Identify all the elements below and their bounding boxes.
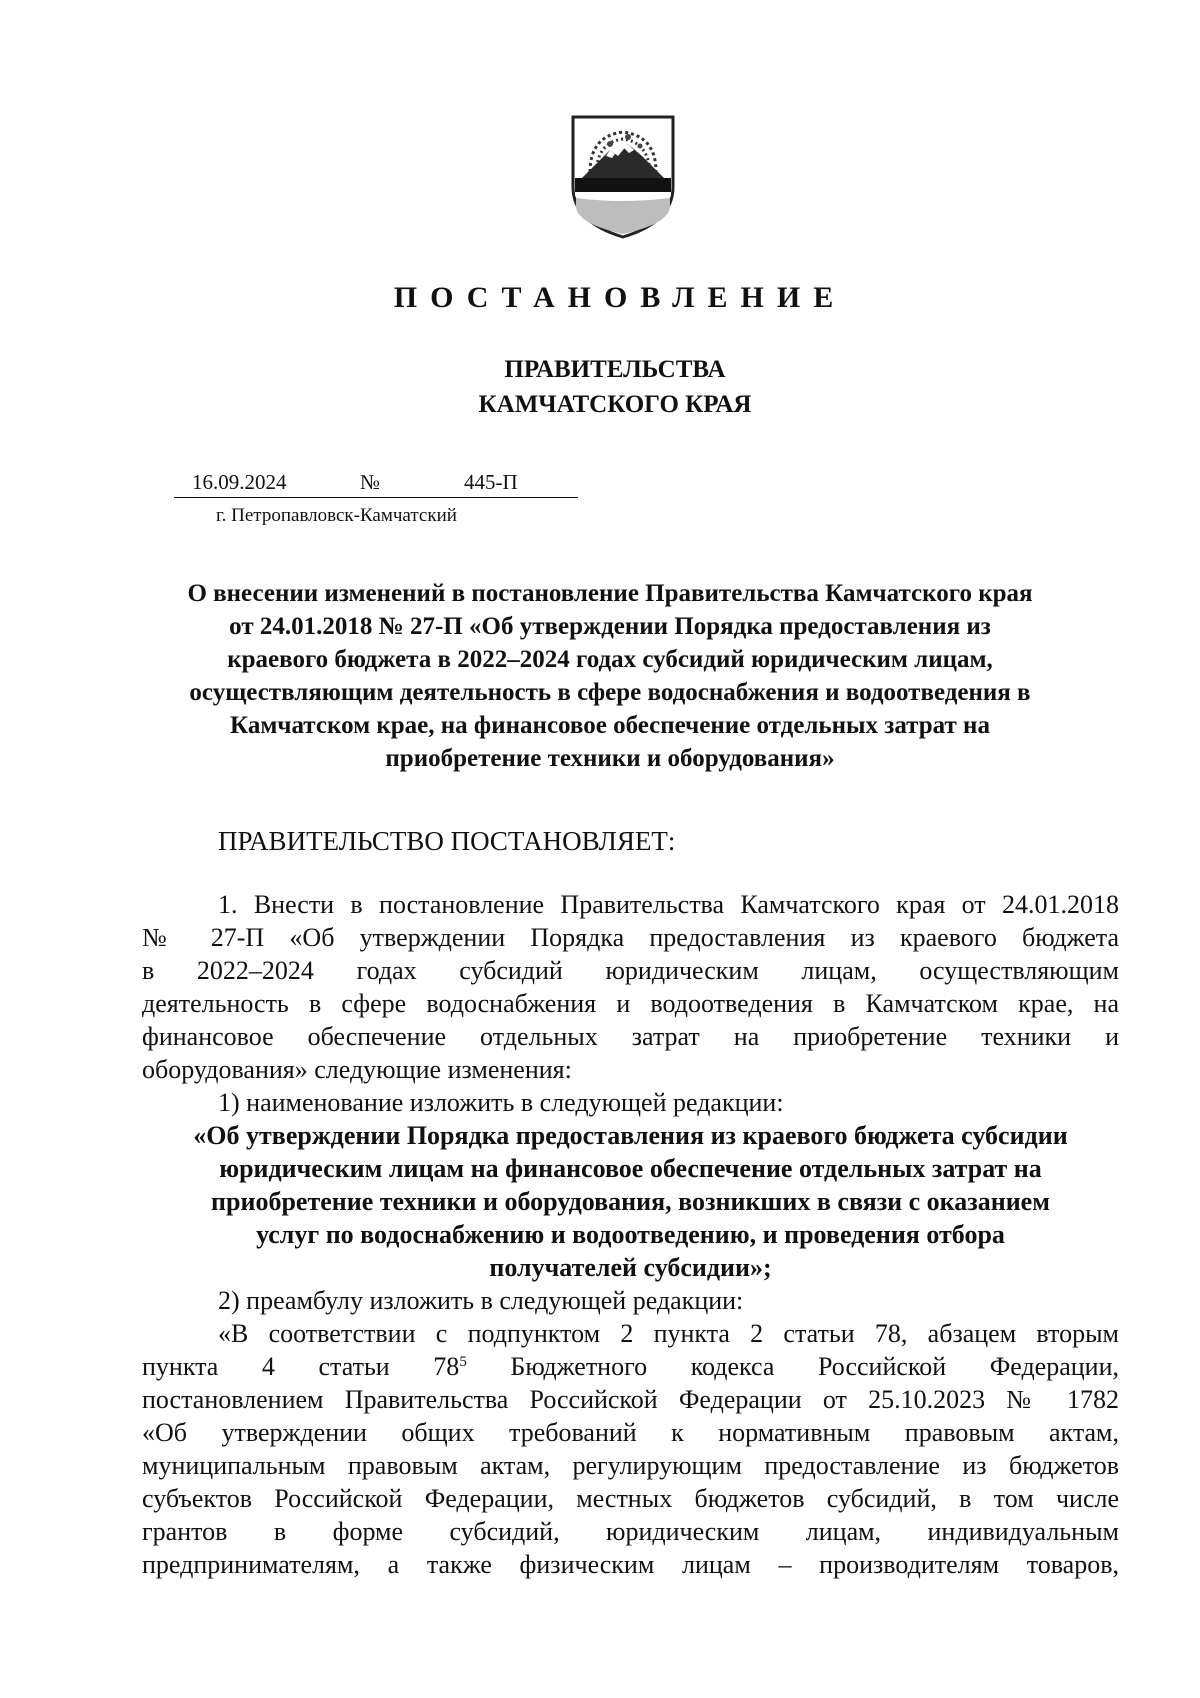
new-title-line: юридическим лицам на финансовое обеспечение отдельных затрат на <box>219 1154 1042 1183</box>
subitem-2: 2) преамбулу изложить в следующей редакции: <box>218 1286 744 1315</box>
preamble-line: «Об утверждении общих требований к нормативным правовым актам, <box>142 1418 1119 1447</box>
preamble-text: пункта 4 статьи 78 <box>142 1352 460 1381</box>
new-title-line: услуг по водоснабжению и водоотведению, и проведения отбора <box>256 1220 1005 1249</box>
number-sign: № <box>360 470 381 494</box>
subject-line: Камчатском крае, на финансовое обеспечение отдельных затрат на <box>230 712 990 739</box>
issuer-heading <box>0 352 1200 422</box>
new-title-line: «Об утверждении Порядка предоставления из краевого бюджета субсидии <box>193 1121 1068 1150</box>
preamble-line: муниципальным правовым актам, регулирующим предоставление из бюджетов <box>142 1451 1119 1480</box>
preamble-text: Бюджетного кодекса Российской Федерации, <box>466 1352 1119 1381</box>
item1-line: оборудования» следующие изменения: <box>142 1055 572 1084</box>
document-type-title: ПОСТАНОВЛЕНИЕ <box>393 281 847 314</box>
subject-line: краевого бюджета в 2022–2024 годах субсидий юридическим лицам, <box>227 646 993 673</box>
subject-line: О внесении изменений в постановление Правительства Камчатского края <box>187 580 1033 607</box>
item1-line: в 2022–2024 годах субсидий юридическим лицам, осуществляющим <box>142 956 1119 985</box>
item1-line: № 27-П «Об утверждении Порядка предоставления из краевого бюджета <box>142 923 1119 952</box>
item1-line: финансовое обеспечение отдельных затрат на приобретение техники и <box>142 1022 1119 1051</box>
subject-line: приобретение техники и оборудования» <box>385 745 835 772</box>
item1-line: 1. Внести в постановление Правительства Камчатского края от 24.01.2018 <box>218 890 1119 919</box>
document-number: 445-П <box>464 470 518 494</box>
subject-line: от 24.01.2018 № 27-П «Об утверждении Порядка предоставления из <box>229 613 991 640</box>
preamble-line: постановлением Правительства Российской Федерации от 25.10.2023 № 1782 <box>142 1385 1119 1414</box>
new-title-line: получателей субсидии»; <box>489 1253 772 1282</box>
item1-line: деятельность в сфере водоснабжения и водоотведения в Камчатском крае, на <box>142 989 1119 1018</box>
coat-of-arms-icon <box>568 112 678 242</box>
underline <box>174 497 578 498</box>
issuer-line: ПРАВИТЕЛЬСТВА <box>504 356 726 383</box>
new-title-line: приобретение техники и оборудования, возникших в связи с оказанием <box>211 1187 1050 1216</box>
document-date: 16.09.2024 <box>192 470 287 494</box>
date-number-line <box>174 468 578 500</box>
superscript: 5 <box>459 1354 467 1370</box>
subitem-1: 1) наименование изложить в следующей редакции: <box>218 1088 784 1117</box>
preamble-line: предпринимателям, а также физическим лицам – производителям товаров, <box>142 1550 1119 1579</box>
issuer-line: КАМЧАТСКОГО КРАЯ <box>478 391 752 418</box>
document-body <box>142 888 1119 1581</box>
subject-line: осуществляющим деятельность в сфере водоснабжения и водоотведения в <box>189 679 1031 706</box>
preamble-line: «В соответствии с подпунктом 2 пункта 2 статьи 78, абзацем вторым <box>218 1319 1119 1348</box>
preamble-line <box>142 1350 1119 1383</box>
document-subject <box>130 577 1090 775</box>
preamble-line: грантов в форме субсидий, юридическим лицам, индивидуальным <box>142 1517 1119 1546</box>
resolves-heading: ПРАВИТЕЛЬСТВО ПОСТАНОВЛЯЕТ: <box>218 826 676 856</box>
preamble-line: субъектов Российской Федерации, местных бюджетов субсидий, в том числе <box>142 1484 1119 1513</box>
city-label: г. Петропавловск-Камчатский <box>216 505 457 526</box>
